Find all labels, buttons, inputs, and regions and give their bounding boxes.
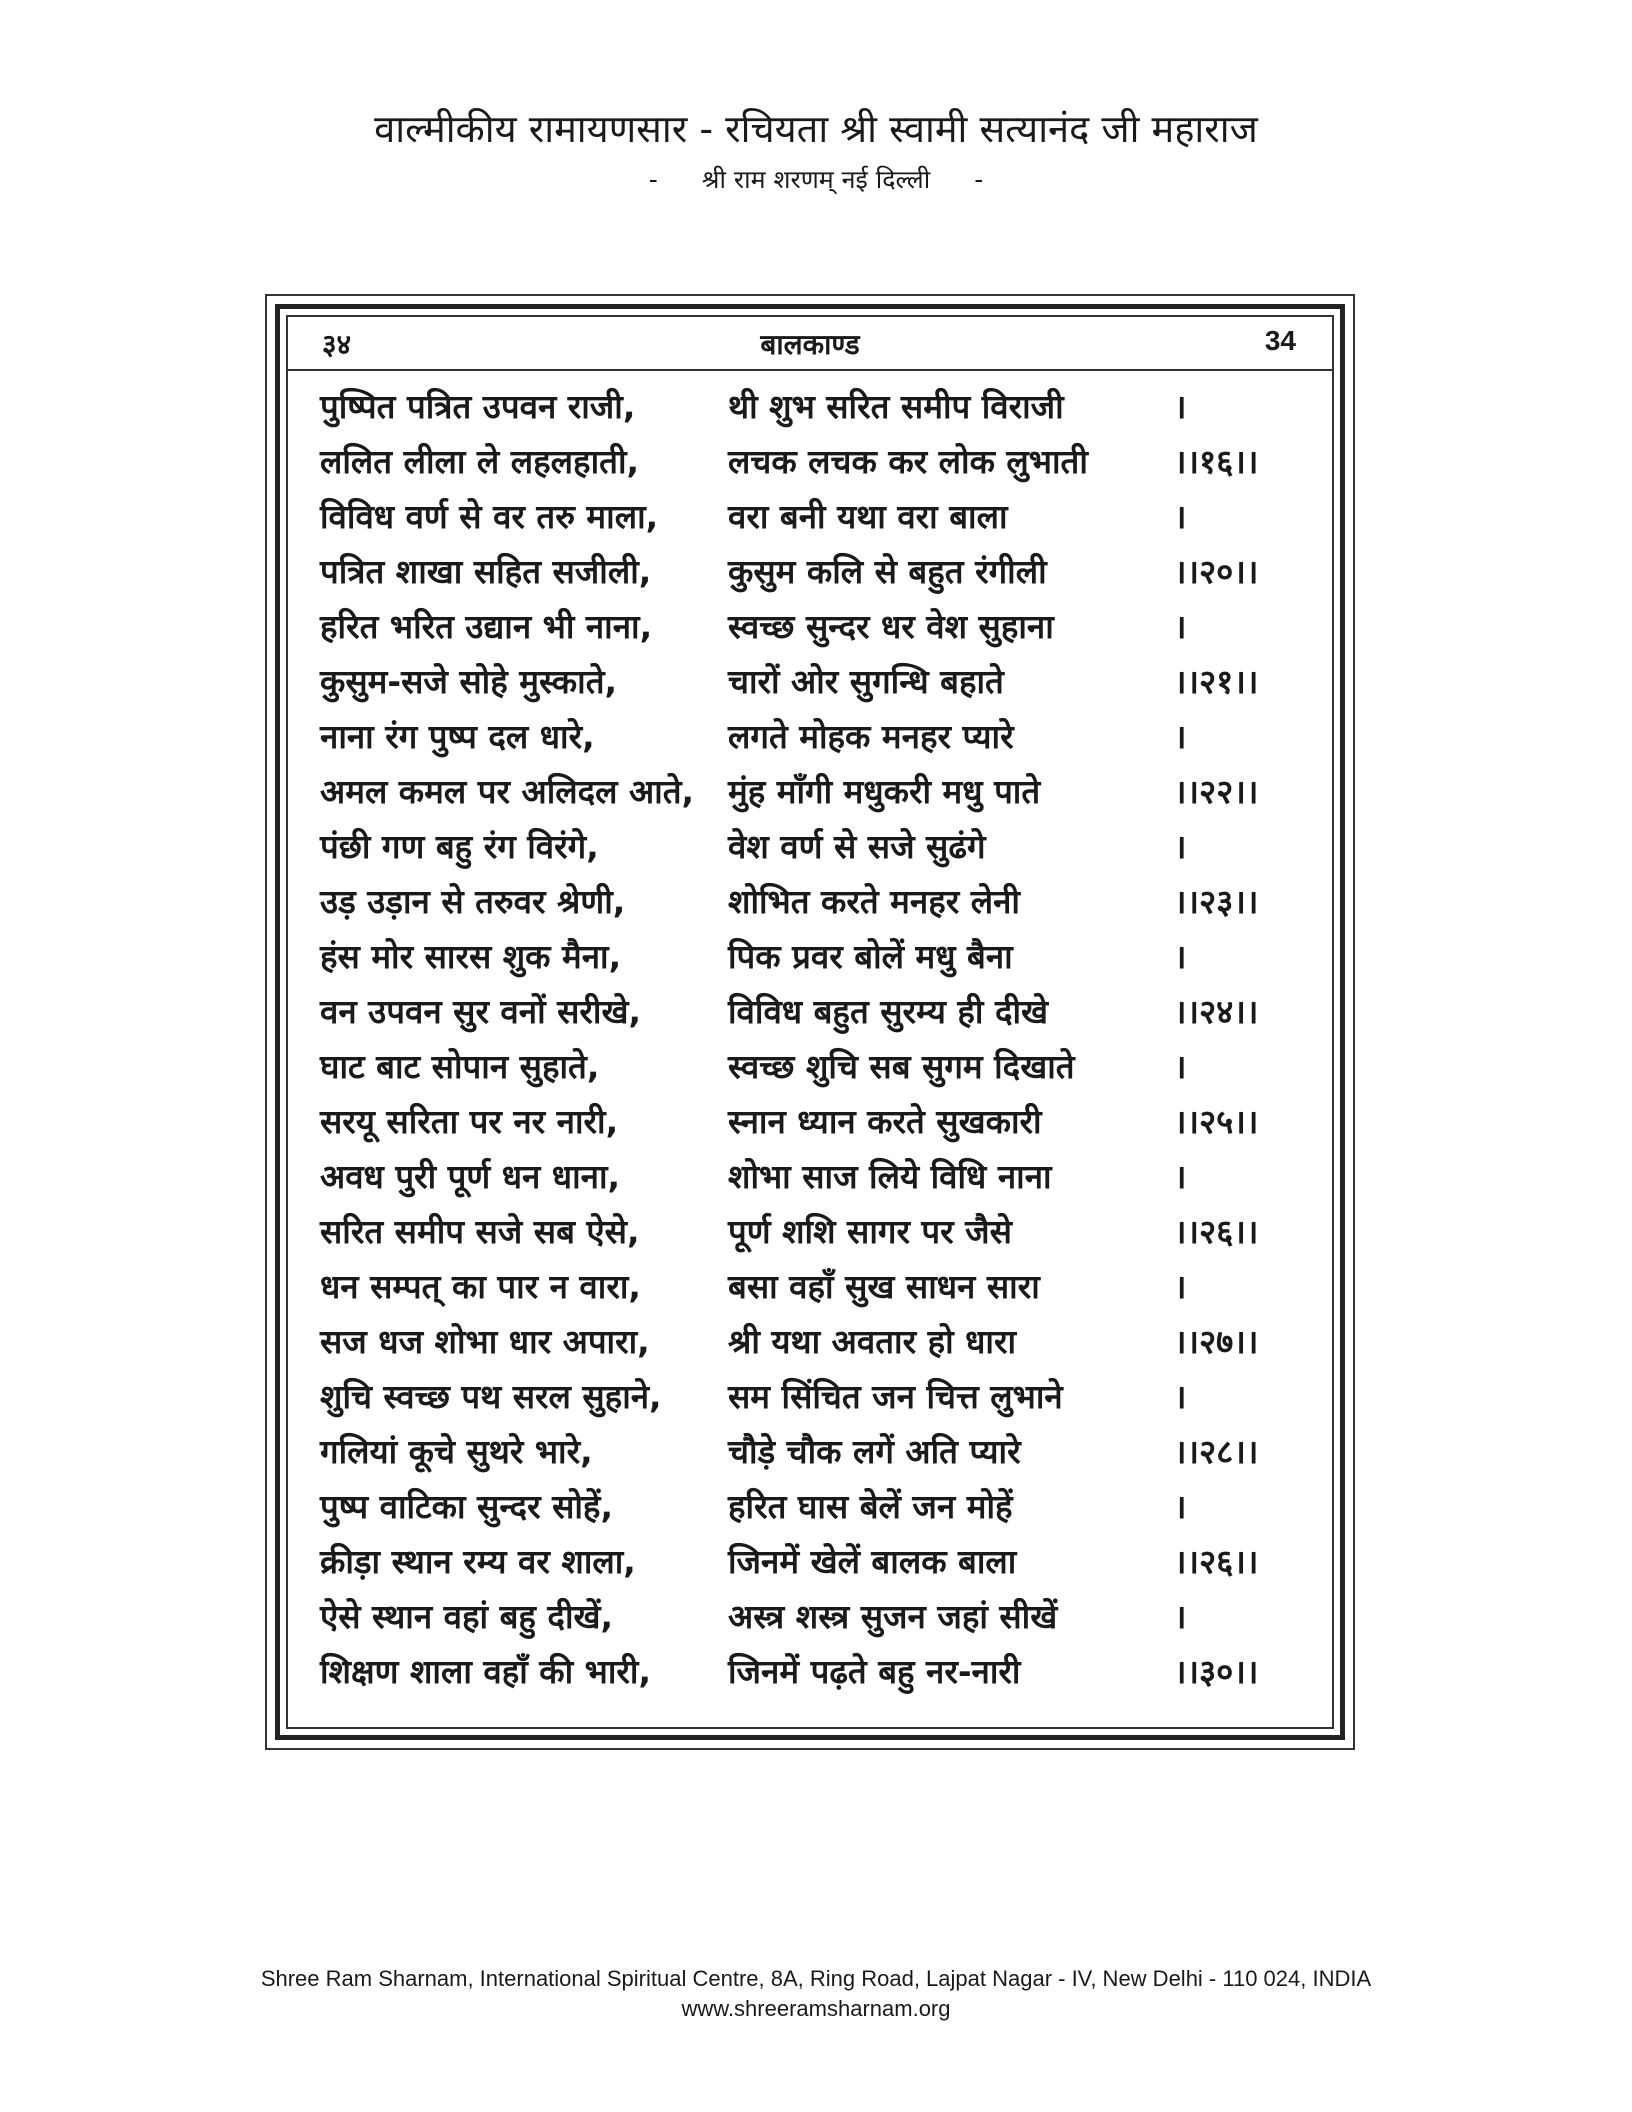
verse-line <box>288 544 1332 599</box>
verse-number: । <box>1174 827 1187 866</box>
verse-second-half: जिनमें खेलें बालक बाला <box>728 1542 1017 1581</box>
verse-second-half: लचक लचक कर लोक लुभाती <box>728 442 1088 481</box>
verse-second-half: चौड़े चौक लगें अति प्यारे <box>728 1432 1021 1471</box>
verse-line <box>288 874 1332 929</box>
verse-line <box>288 1644 1332 1699</box>
verse-line <box>288 1479 1332 1534</box>
verse-first-half: अवध पुरी पूर्ण धन धाना, <box>320 1157 621 1196</box>
verse-line <box>288 929 1332 984</box>
verse-number: ।।२०।। <box>1174 552 1259 591</box>
verse-number: । <box>1174 717 1187 756</box>
verse-line <box>288 599 1332 654</box>
verse-second-half: वेश वर्ण से सजे सुढंगे <box>728 827 986 866</box>
verse-number: ।।२३।। <box>1174 882 1259 921</box>
verse-second-half: बसा वहाँ सुख साधन सारा <box>728 1267 1040 1306</box>
verse-second-half: विविध बहुत सुरम्य ही दीखे <box>728 992 1049 1031</box>
verse-number: ।।२४।। <box>1174 992 1259 1031</box>
verse-number: ।।२६।। <box>1174 1542 1259 1581</box>
verse-second-half: शोभा साज लिये विधि नाना <box>728 1157 1052 1196</box>
verse-first-half: गलियां कूचे सुथरे भारे, <box>320 1432 593 1471</box>
verse-second-half: कुसुम कलि से बहुत रंगीली <box>728 552 1047 591</box>
verse-second-half: मुंह माँगी मधुकरी मधु पाते <box>728 772 1041 811</box>
verse-number: । <box>1174 387 1187 426</box>
verse-line <box>288 1369 1332 1424</box>
verse-first-half: शिक्षण शाला वहाँ की भारी, <box>320 1652 652 1691</box>
verse-second-half: जिनमें पढ़ते बहु नर-नारी <box>728 1652 1021 1691</box>
verse-first-half: हरित भरित उद्यान भी नाना, <box>320 607 653 646</box>
verse-frame <box>265 294 1355 1750</box>
verse-number: ।।२५।। <box>1174 1102 1259 1141</box>
verse-number: ।।२८।। <box>1174 1432 1259 1471</box>
verse-line <box>288 379 1332 434</box>
verse-line <box>288 819 1332 874</box>
verse-line <box>288 1039 1332 1094</box>
verse-first-half: सज धज शोभा धार अपारा, <box>320 1322 650 1361</box>
verse-second-half: वरा बनी यथा वरा बाला <box>728 497 1008 536</box>
verse-line <box>288 1149 1332 1204</box>
document-subtitle <box>0 162 1632 198</box>
verse-number: । <box>1174 1267 1187 1306</box>
verse-line <box>288 1589 1332 1644</box>
verse-second-half: पिक प्रवर बोलें मधु बैना <box>728 937 1013 976</box>
page-number: 34 <box>1264 325 1296 356</box>
verse-line <box>288 1259 1332 1314</box>
verse-second-half: थी शुभ सरित समीप विराजी <box>728 387 1064 426</box>
verse-second-half: सम सिंचित जन चित्त लुभाने <box>728 1377 1063 1416</box>
verse-number: । <box>1174 937 1187 976</box>
verse-number: । <box>1174 1377 1187 1416</box>
verse-line <box>288 1204 1332 1259</box>
verse-first-half: पत्रित शाखा सहित सजीली, <box>320 552 652 591</box>
verse-line <box>288 1314 1332 1369</box>
verse-number: । <box>1174 1597 1187 1636</box>
subtitle-dash-left: - <box>648 165 658 194</box>
verse-line <box>288 489 1332 544</box>
page-header <box>288 317 1332 371</box>
verse-first-half: घाट बाट सोपान सुहाते, <box>320 1047 600 1086</box>
verse-number: । <box>1174 1157 1187 1196</box>
verse-second-half: चारों ओर सुगन्धि बहाते <box>728 662 1004 701</box>
footer-address: Shree Ram Sharnam, International Spiritual Centre, 8A, Ring Road, Lajpat Nagar - IV, New Delhi - 110 024, INDIA <box>260 1966 1372 1991</box>
verse-second-half: श्री यथा अवतार हो धारा <box>728 1322 1017 1361</box>
verse-first-half: क्रीड़ा स्थान रम्य वर शाला, <box>320 1542 636 1581</box>
verse-number: ।।२१।। <box>1174 662 1259 701</box>
verse-line <box>288 1094 1332 1149</box>
verse-number: । <box>1174 1047 1187 1086</box>
subtitle-dash-right: - <box>974 165 984 194</box>
verse-first-half: उड़ उड़ान से तरुवर श्रेणी, <box>320 882 626 921</box>
verse-first-half: शुचि स्वच्छ पथ सरल सुहाने, <box>320 1377 662 1416</box>
verse-number: ।।३०।। <box>1174 1652 1259 1691</box>
verse-line <box>288 709 1332 764</box>
verse-second-half: अस्त्र शस्त्र सुजन जहां सीखें <box>728 1597 1058 1636</box>
verse-first-half: विविध वर्ण से वर तरु माला, <box>320 497 659 536</box>
verse-first-half: पुष्प वाटिका सुन्दर सोहें, <box>320 1487 613 1526</box>
verse-first-half: धन सम्पत् का पार न वारा, <box>320 1267 641 1306</box>
verse-panel <box>286 315 1334 1729</box>
verse-frame-inner <box>275 304 1345 1740</box>
verse-line <box>288 434 1332 489</box>
verse-first-half: हंस मोर सारस शुक मैना, <box>320 937 622 976</box>
verse-first-half: वन उपवन सुर वनों सरीखे, <box>320 992 642 1031</box>
verse-number: । <box>1174 497 1187 536</box>
verse-first-half: नाना रंग पुष्प दल धारे, <box>320 717 595 756</box>
footer-website[interactable]: www.shreeramsharnam.org <box>681 1996 951 2021</box>
verse-first-half: सरित समीप सजे सब ऐसे, <box>320 1212 640 1251</box>
verse-second-half: स्वच्छ सुन्दर धर वेश सुहाना <box>728 607 1054 646</box>
verse-line <box>288 654 1332 709</box>
verse-number: ।।२६।। <box>1174 1212 1259 1251</box>
verse-second-half: लगते मोहक मनहर प्यारे <box>728 717 1014 756</box>
verse-number: ।।२७।। <box>1174 1322 1259 1361</box>
verse-line <box>288 1534 1332 1589</box>
verse-second-half: स्नान ध्यान करते सुखकारी <box>728 1102 1042 1141</box>
verse-second-half: शोभित करते मनहर लेनी <box>728 882 1020 921</box>
subtitle-text: श्री राम शरणम् नई दिल्ली <box>701 165 931 194</box>
verse-first-half: अमल कमल पर अलिदल आते, <box>320 772 695 811</box>
verse-first-half: ऐसे स्थान वहां बहु दीखें, <box>320 1597 614 1636</box>
verse-line <box>288 1424 1332 1479</box>
page-number-devanagari: ३४ <box>322 328 352 361</box>
verse-number: ।।१६।। <box>1174 442 1259 481</box>
verse-second-half: पूर्ण शशि सागर पर जैसे <box>728 1212 1012 1251</box>
section-title: बालकाण्ड <box>760 328 860 361</box>
verse-first-half: कुसुम-सजे सोहे मुस्काते, <box>320 662 618 701</box>
verse-first-half: सरयू सरिता पर नर नारी, <box>320 1102 619 1141</box>
verse-second-half: हरित घास बेलें जन मोहें <box>728 1487 1013 1526</box>
verse-first-half: ललित लीला ले लहलहाती, <box>320 442 640 481</box>
verse-first-half: पंछी गण बहु रंग विरंगे, <box>320 827 599 866</box>
verse-first-half: पुष्पित पत्रित उपवन राजी, <box>320 387 636 426</box>
document-title: वाल्मीकीय रामायणसार - रचियता श्री स्वामी सत्यानंद जी महाराज <box>374 107 1258 151</box>
verse-list <box>288 379 1332 1699</box>
verse-line <box>288 984 1332 1039</box>
verse-second-half: स्वच्छ शुचि सब सुगम दिखाते <box>728 1047 1075 1086</box>
verse-number: । <box>1174 607 1187 646</box>
verse-number: ।।२२।। <box>1174 772 1259 811</box>
verse-number: । <box>1174 1487 1187 1526</box>
verse-line <box>288 764 1332 819</box>
